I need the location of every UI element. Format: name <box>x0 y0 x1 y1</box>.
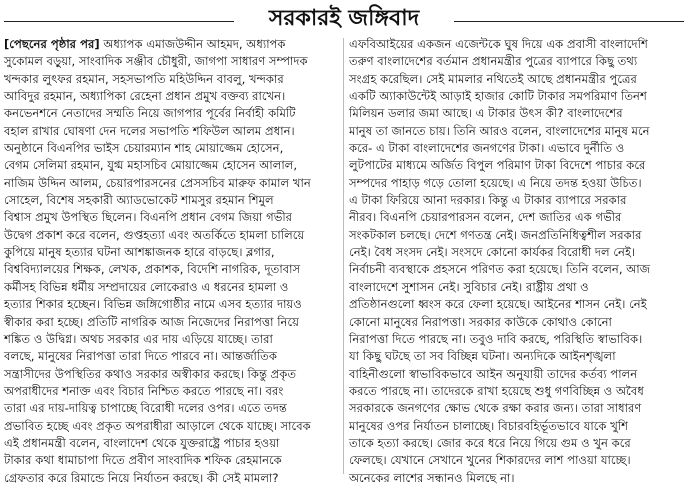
line-text: সন্ত্রাসীদের উপস্থিতির কথাও সরকার অস্বীকার করছে। কিন্তু প্রকৃত <box>4 366 297 381</box>
text-line <box>4 331 339 348</box>
text-line <box>349 157 683 174</box>
line-text: প্রতিষ্ঠানগুলো ধ্বংস করে ফেলা হয়েছে। আইনের শাসন নেই। নেই <box>349 297 647 312</box>
line-text: নেই। বৈধ সংসদ নেই। সংসদে কোনো কার্যকর বিরোধী দল নেই। <box>349 245 636 260</box>
text-line <box>4 279 339 296</box>
text-line <box>349 279 683 296</box>
text-line <box>349 123 683 140</box>
text-line <box>4 452 339 469</box>
text-line <box>4 123 339 140</box>
line-text: অপরাধীদের শনাক্ত এবং বিচার নিশ্চিত করতে পারছে না। বরং <box>4 383 284 398</box>
text-line <box>4 348 339 365</box>
text-line <box>349 366 683 383</box>
text-line <box>4 36 339 53</box>
line-text: যা কিছু ঘটছে তা সব বিচ্ছিন্ন ঘটনা। অন্যদিকে আইনশৃঙ্খলা <box>349 349 616 364</box>
line-text: আবিদুর রহমান, অধ্যাপিকা রেহেনা প্রধান প্রমুখ বক্তব্য রাখেন। <box>4 89 286 104</box>
line-text: বেগম সেলিমা রহমান, যুগ্ম মহাসচিব মোয়াজ্জেম হোসেন আলাল, <box>4 158 298 173</box>
line-text: করতে পারছে না। তাদেরকে রাখা হয়েছে শুধু গণবিচ্ছিন্ন ও অবৈধ <box>349 383 644 398</box>
text-line <box>4 175 339 192</box>
line-text: বলছে, মানুষের নিরাপত্তা তারা দিতে পারবে না। আন্তর্জাতিক <box>4 349 277 364</box>
line-text: নির্বাচনী ব্যবস্থাকে প্রহসনে পরিণত করা হয়েছে। তিনি বলেন, আজ <box>349 262 651 277</box>
text-line <box>349 227 683 244</box>
text-line <box>4 366 339 383</box>
text-line <box>4 88 339 105</box>
text-line <box>4 244 339 261</box>
left-column <box>4 36 339 485</box>
line-text: টাকার কথা ধামাচাপা দিতে প্রবীণ সাংবাদিক শফিক রেহমানকে <box>4 453 282 468</box>
text-line <box>4 227 339 244</box>
line-text: নিরাপত্তা দিতে পারছে না। তবুও দাবি করছে, পরিস্থিতি স্বাভাবিক। <box>349 331 643 346</box>
text-line <box>349 418 683 435</box>
line-text: তাকে হত্যা করছে। জোর করে ধরে নিয়ে গিয়ে গুম ও খুন করে <box>349 435 631 450</box>
text-line <box>4 314 339 331</box>
text-line <box>349 296 683 313</box>
text-line <box>4 435 339 452</box>
line-text: প্রভাবিত হচ্ছে এবং প্রকৃত অপরাধীরা আড়ালে থেকে যাচ্ছে। সাবেক <box>4 418 311 433</box>
headline: সরকারই জঙ্গিবাদ <box>268 6 420 31</box>
text-line <box>4 192 339 209</box>
line-text: এফবিআইয়ের একজন এজেন্টকে ঘুষ দিয়ে এক প্রবাসী বাংলাদেশি <box>349 37 648 51</box>
line-text: বাংলাদেশে সুশাসন নেই। সুবিচার নেই। রাষ্ট্রীয় প্রথা ও <box>349 279 589 294</box>
text-line <box>4 261 339 278</box>
line-text: এই প্রধানমন্ত্রী বলেন, বাংলাদেশ থেকে যুক্তরাষ্ট্রে পাচার হওয়া <box>4 435 280 450</box>
line-text: নাজিম উদ্দিন আলম, চেয়ারপারসনের প্রেসসচিব মারুফ কামাল খান <box>4 175 311 190</box>
text-line <box>4 71 339 88</box>
line-text: উদ্বেগ প্রকাশ করে বলেন, গুপ্তহত্যা এবং অতর্কিতে হামলা চালিয়ে <box>4 227 305 242</box>
text-line <box>4 53 339 70</box>
column-divider <box>343 38 344 474</box>
text-line <box>4 383 339 400</box>
right-column <box>349 36 683 485</box>
line-text: বহাল রাখার ঘোষণা দেন দলের সভাপতি শফিউল আলম প্রধান। <box>4 123 295 138</box>
line-text: সরকারকে জনগণের ক্ষোভ থেকে রক্ষা করার জন্য। তারা সাধারণ <box>349 401 642 416</box>
line-text: মিলিয়ন ডলার জমা আছে। এ টাকার উৎস কী? বাংলাদেশের <box>349 106 623 121</box>
line-text: মানুষ তা জানতে চায়। তিনি আরও বলেন, বাংলাদেশের মানুষ মনে <box>349 123 650 138</box>
headline-bar <box>0 4 687 34</box>
text-line <box>4 209 339 226</box>
line-text: তারা এর দায়-দায়িত্ব চাপাচ্ছে বিরোধী দলের ওপর। এতে তদন্ত <box>4 401 287 416</box>
line-text: শঙ্কিত ও উদ্বিগ্ন। অথচ সরকার এর দায় এড়িয়ে যাচ্ছে। তারা <box>4 331 273 346</box>
line-text: বাহিনীগুলো স্বাভাবিকভাবে আইন অনুযায়ী তাদের কর্তব্য পালন <box>349 366 638 381</box>
line-text: সংকটকাল চলছে। দেশে গণতন্ত্র নেই। জনপ্রতিনিধিত্বশীল সরকার <box>349 227 642 242</box>
line-text: লুটপাটের মাধ্যমে অর্জিত বিপুল পরিমাণ টাকা বিদেশে পাচার করে <box>349 158 646 173</box>
text-line <box>4 400 339 417</box>
text-line <box>349 88 683 105</box>
text-line <box>4 296 339 313</box>
text-line <box>349 140 683 157</box>
text-line <box>349 71 683 88</box>
text-line <box>4 470 339 487</box>
line-text: করে- এ টাকা বাংলাদেশের জনগণের টাকা। এভাবে দুর্নীতি ও <box>349 141 625 156</box>
text-line <box>349 452 683 469</box>
line-text: একটি অ্যাকাউন্টেই আড়াই হাজার কোটি টাকার সমপরিমাণ তিনশ <box>349 89 647 104</box>
text-line <box>349 175 683 192</box>
text-line <box>349 400 683 417</box>
text-line <box>349 53 683 70</box>
text-line <box>349 36 683 53</box>
line-text: বিশ্বাস প্রমুখ উপস্থিত ছিলেন। বিএনপি প্রধান বেগম জিয়া গভীর <box>4 210 293 225</box>
text-line <box>349 348 683 365</box>
line-text: কুপিয়ে মানুষ হত্যার ঘটনা আশঙ্কাজনক হারে বাড়ছে। ব্লগার, <box>4 245 275 260</box>
line-text: সুকোমল বড়ুয়া, সাংবাদিক সঞ্জীব চৌধুরী, জাগপা সাধারণ সম্পাদক <box>4 54 308 69</box>
line-text: কর্মীসহ বিভিন্ন ধর্মীয় সম্প্রদায়ের লোকেরাও এ ধরনের হামলা ও <box>4 279 289 294</box>
text-line <box>349 383 683 400</box>
line-text: হত্যার শিকার হচ্ছেন। বিভিন্ন জঙ্গিগোষ্ঠীর নামে এসব হত্যার দায়ও <box>4 297 302 312</box>
line-text: কোনো মানুষের নিরাপত্তা। সরকার কাউকে কোথাও কোনো <box>349 314 612 329</box>
line-text: অনেকের লাশের সন্ধানও মিলছে না। <box>349 470 515 485</box>
line-text: অধ্যাপক এমাজউদ্দীন আহমদ, অধ্যাপক <box>103 37 286 51</box>
text-line <box>349 192 683 209</box>
line-text: মানুষের ওপর নির্যাতন চালাচ্ছে। বিচারবহির্ভূতভাবে যাকে খুশি <box>349 418 629 433</box>
text-line <box>349 244 683 261</box>
text-line <box>349 105 683 122</box>
line-text: তরুণ বাংলাদেশের বর্তমান প্রধানমন্ত্রীর পুত্রের ব্যাপারে কিছু তথ্য <box>349 54 638 69</box>
line-text: সম্পদের পাহাড় গড়ে তোলা হয়েছে। এ নিয়ে তদন্ত হওয়া উচিত। <box>349 175 642 190</box>
line-text: এ টাকা ফিরিয়ে আনা দরকার। কিন্তু এ টাকার ব্যাপারে সরকার <box>349 193 627 208</box>
text-line <box>349 314 683 331</box>
text-line <box>4 418 339 435</box>
continuation-label: [পেছনের পৃষ্ঠার পর] <box>4 37 100 51</box>
text-line <box>349 331 683 348</box>
text-line <box>349 435 683 452</box>
line-text: সংগ্রহ করেছিল। সেই মামলার নথিতেই আছে প্রধানমন্ত্রীর পুত্রের <box>349 71 637 86</box>
text-line <box>349 261 683 278</box>
line-text: অনুষ্ঠানে বিএনপির ভাইস চেয়ারম্যান শাহ মোয়াজ্জেম হোসেন, <box>4 141 284 156</box>
line-text: স্বীকার করা হচ্ছে। প্রতিটি নাগরিক আজ নিজেদের নিরাপত্তা নিয়ে <box>4 314 299 329</box>
line-text: খন্দকার লুৎফর রহমান, সহসভাপতি মহিউদ্দিন বাবলু, খন্দকার <box>4 71 284 86</box>
text-line <box>4 105 339 122</box>
headline-rule-left <box>4 21 234 22</box>
text-line <box>4 157 339 174</box>
line-text: নীরব। বিএনপি চেয়ারপারসন বলেন, দেশ জাতির এক গভীর <box>349 210 622 225</box>
line-text: সোহেল, বিশেষ সহকারী অ্যাডভোকেট শামসুর রহমান শিমুল <box>4 193 274 208</box>
text-line <box>349 470 683 487</box>
text-line <box>349 209 683 226</box>
text-line <box>4 140 339 157</box>
line-text: কনভেনশনে নেতাদের সম্মতি নিয়ে জাগপার পূর্বের নির্বাহী কমিটি <box>4 106 296 121</box>
line-text: ফেলছে। যেখানে সেখানে খুনের শিকারদের লাশ পাওয়া যাচ্ছে। <box>349 453 631 468</box>
headline-rule-right <box>454 21 684 22</box>
line-text: গ্রেফতার করে রিমান্ডে নিয়ে নির্যাতন করছে। কী সেই মামলা? <box>4 470 279 485</box>
line-text: বিশ্ববিদ্যালয়ের শিক্ষক, লেখক, প্রকাশক, বিদেশি নাগরিক, দূতাবাস <box>4 262 301 277</box>
